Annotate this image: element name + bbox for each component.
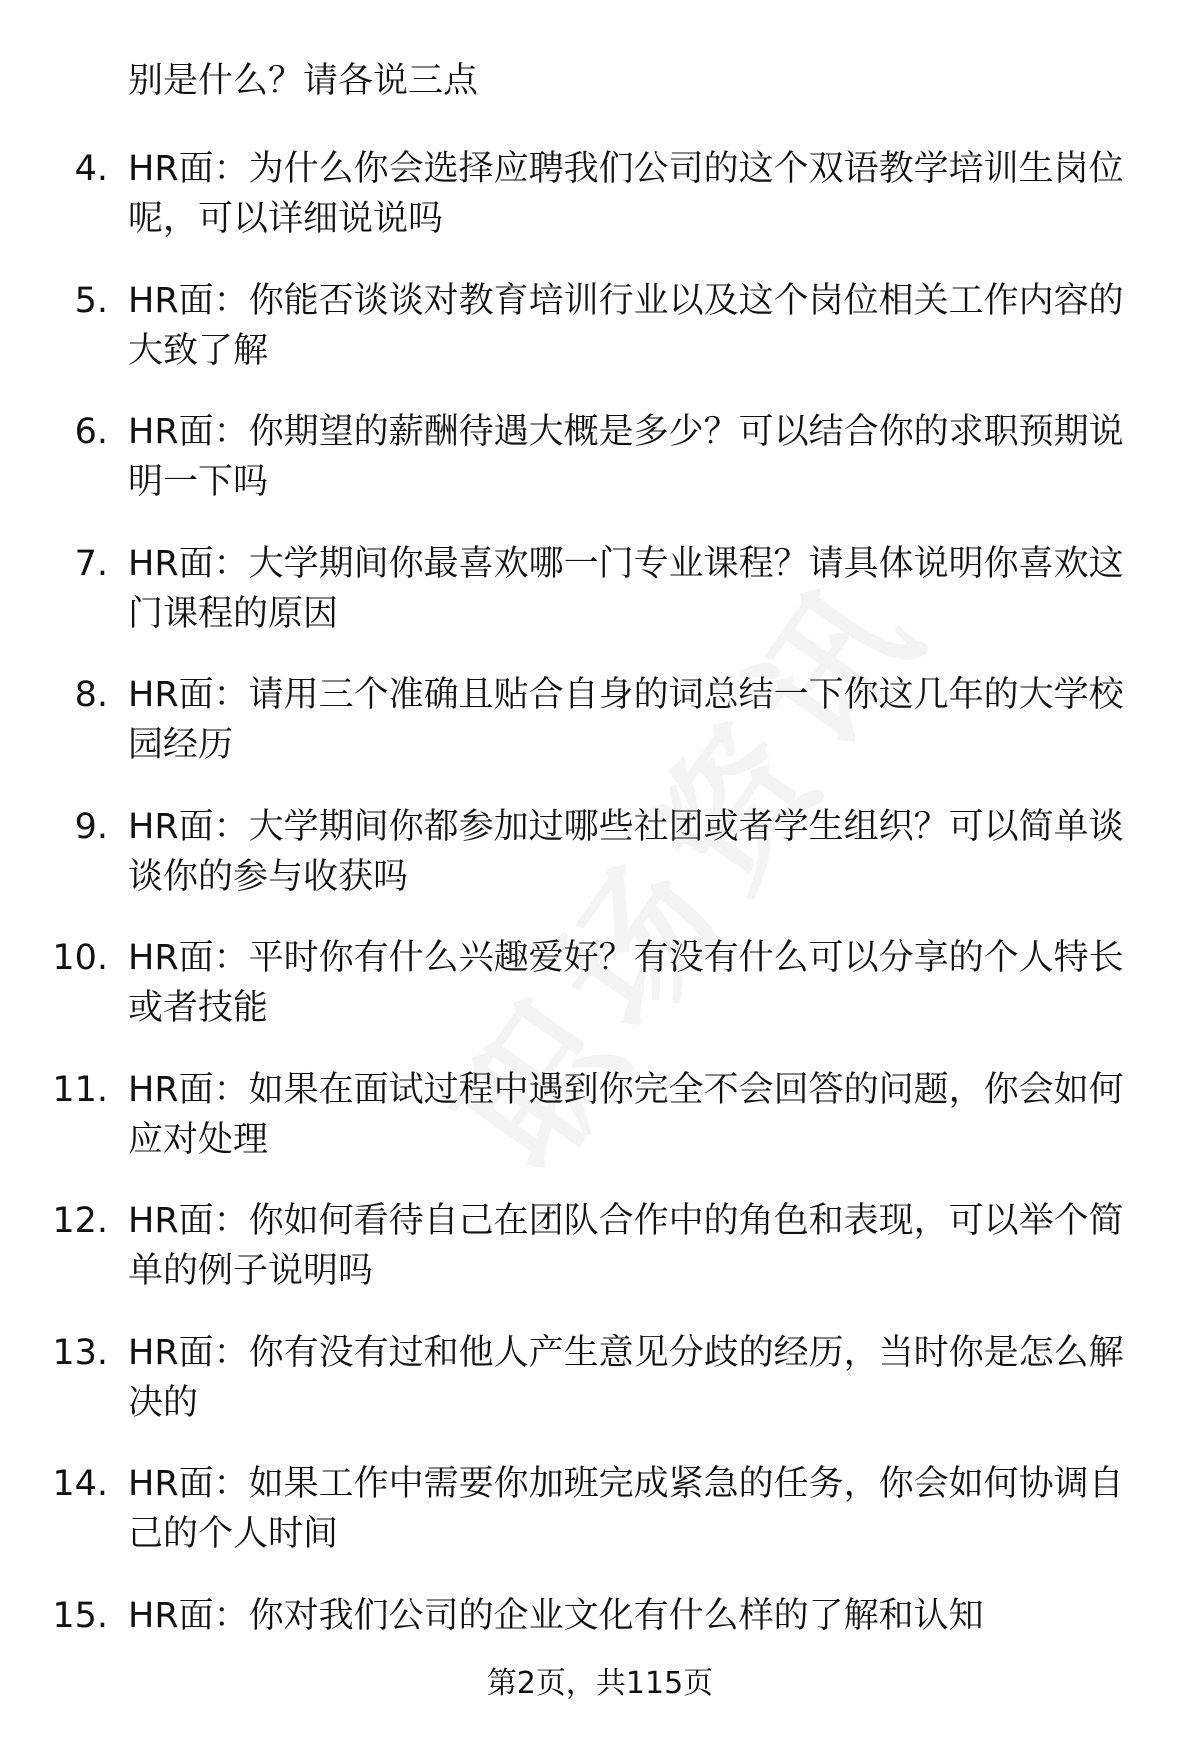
list-item [0, 276, 1200, 408]
question-text: HR面：为什么你会选择应聘我们公司的这个双语教学培训生岗位呢，可以详细说说吗 [128, 149, 1124, 239]
question-text: HR面：你期望的薪酬待遇大概是多少？可以结合你的求职预期说明一下吗 [128, 412, 1124, 502]
question-number: 5. [74, 280, 108, 321]
list-item [0, 144, 1200, 276]
list-item [0, 1065, 1200, 1197]
list-item [0, 1196, 1200, 1328]
question-number: 13. [52, 1332, 108, 1373]
question-number: 6. [74, 412, 108, 452]
question-number: 8. [74, 675, 108, 715]
question-text: HR面：如果在面试过程中遇到你完全不会回答的问题，你会如何应对处理 [128, 1069, 1124, 1160]
question-text: HR面：你能否谈谈对教育培训行业以及这个岗位相关工作内容的大致了解 [128, 280, 1124, 371]
question-number: 4. [74, 149, 108, 189]
list-item [0, 539, 1200, 671]
question-text: HR面：如果工作中需要你加班完成紧急的任务，你会如何协调自己的个人时间 [128, 1464, 1124, 1554]
question-number: 10. [52, 938, 108, 978]
list-item [0, 802, 1200, 934]
question-number: 12. [52, 1201, 108, 1241]
question-text: HR面：平时你有什么兴趣爱好？有没有什么可以分享的个人特长或者技能 [128, 938, 1124, 1028]
list-item [0, 670, 1200, 802]
question-number: 14. [52, 1464, 108, 1504]
question-text: HR面：大学期间你都参加过哪些社团或者学生组织？可以简单谈谈你的参与收获吗 [128, 806, 1124, 897]
list-item [0, 1328, 1200, 1460]
question-number: 11. [52, 1069, 108, 1110]
question-list [0, 144, 1200, 1722]
list-item [0, 933, 1200, 1065]
question-text: HR面：你有没有过和他人产生意见分歧的经历，当时你是怎么解决的 [128, 1332, 1124, 1423]
question-number: 9. [74, 806, 108, 847]
question-text: HR面：请用三个准确且贴合自身的词总结一下你这几年的大学校园经历 [128, 675, 1124, 765]
question-text: HR面：大学期间你最喜欢哪一门专业课程？请具体说明你喜欢这门课程的原因 [128, 543, 1124, 634]
continuation-text: 别是什么？请各说三点 [128, 61, 479, 101]
list-item [0, 1459, 1200, 1591]
question-text: HR面：你如何看待自己在团队合作中的角色和表现，可以举个简单的例子说明吗 [128, 1201, 1124, 1291]
list-item [0, 407, 1200, 539]
question-number: 7. [74, 543, 108, 584]
question-number: 15. [52, 1595, 108, 1636]
question-text: HR面：你对我们公司的企业文化有什么样的了解和认知 [128, 1595, 984, 1636]
page-footer: 第2页，共115页 [486, 1666, 714, 1701]
